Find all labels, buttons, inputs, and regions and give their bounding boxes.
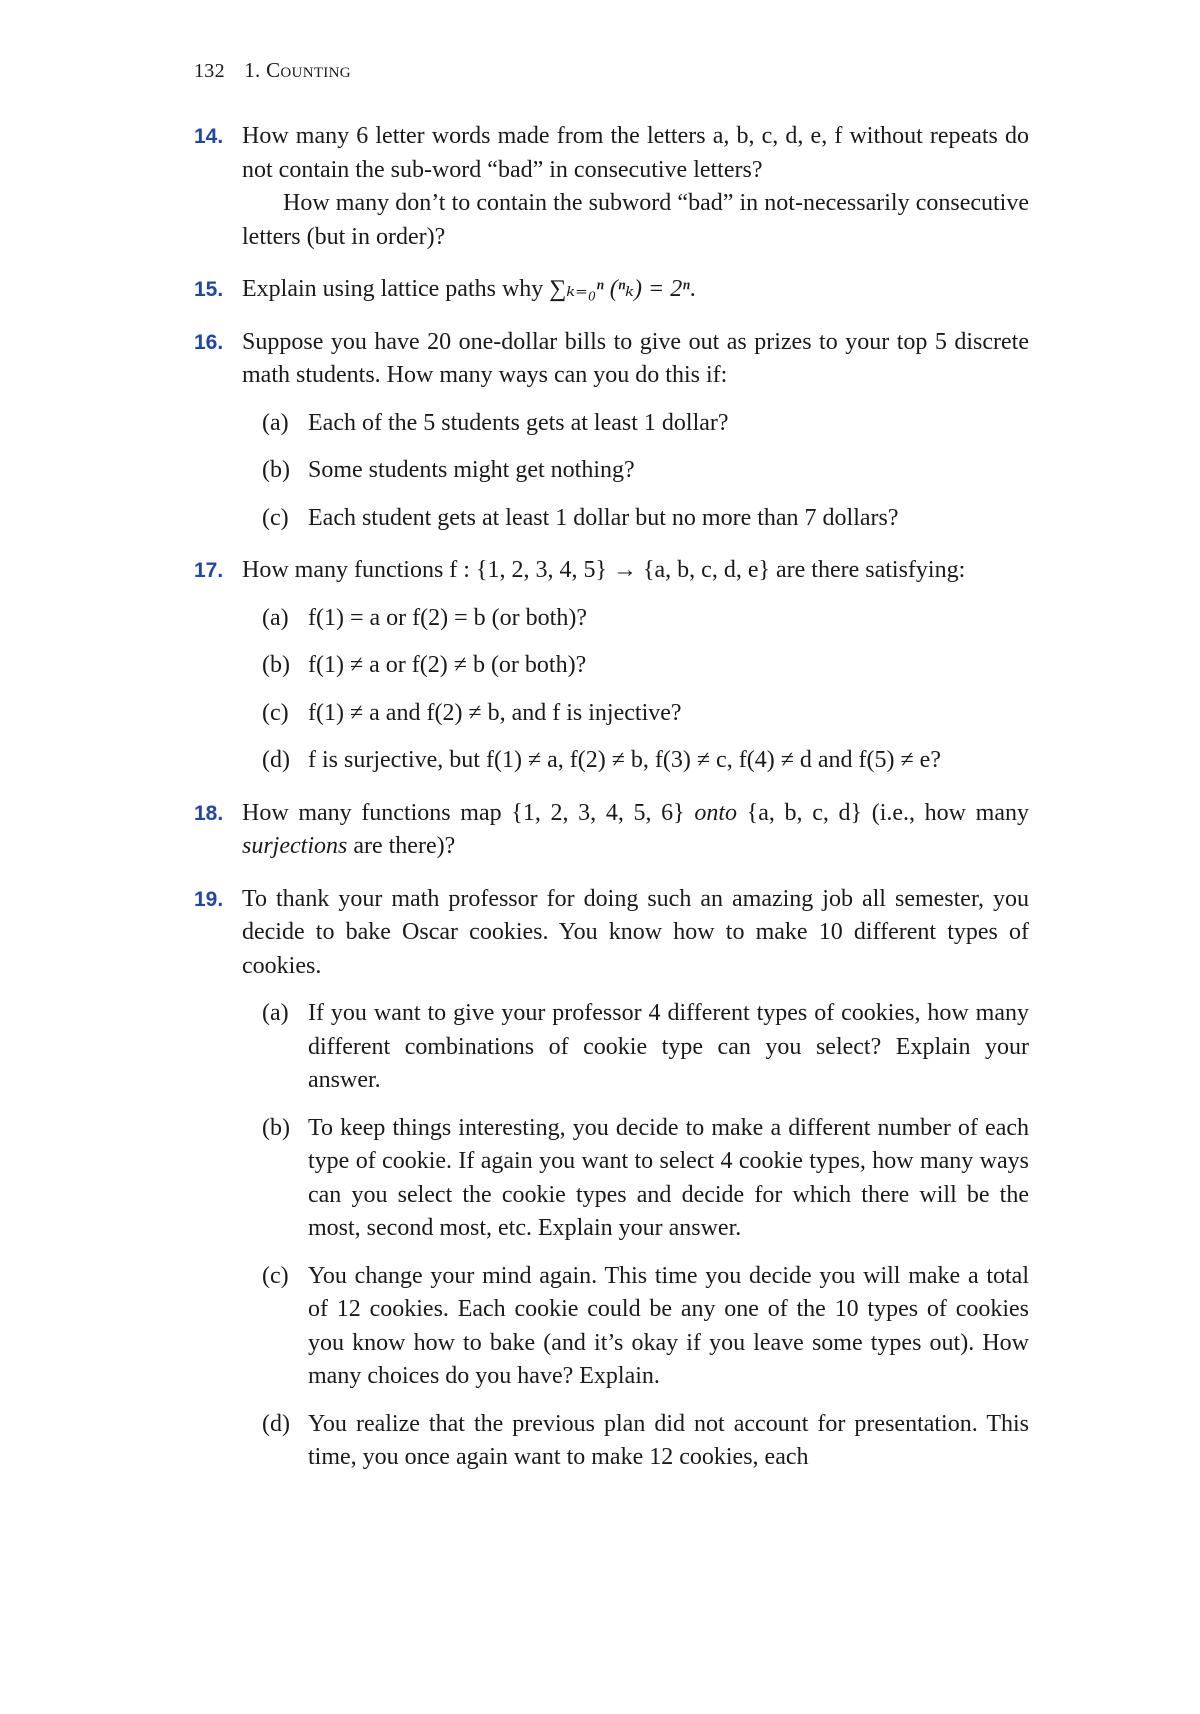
subpart <box>242 1408 1029 1475</box>
subpart <box>242 407 1029 441</box>
problem-number: 14. <box>194 125 224 148</box>
text-span: are there)? <box>347 833 456 859</box>
subparts <box>242 997 1029 1475</box>
subpart-text: You realize that the previous plan did not account for presentation. This time, you once again want to make 12 cookies, each <box>308 1410 1029 1470</box>
subpart-text: Each of the 5 students gets at least 1 dollar? <box>308 409 729 436</box>
subpart-label: (d) <box>262 747 290 773</box>
problem-15 <box>194 273 1029 307</box>
subpart-label: (b) <box>262 457 290 483</box>
subpart-text: You change your mind again. This time you decide you will make a total of 12 cookies. Each cookie could be any one of the 10 types of cookies you know how to bake (and it’s okay if you leave some types out). How many choices do you have? Explain. <box>308 1262 1029 1389</box>
subparts <box>242 407 1029 536</box>
subpart-label: (c) <box>262 1262 289 1289</box>
emphasis-onto: onto <box>694 799 738 826</box>
subpart <box>242 502 1029 536</box>
subpart <box>242 454 1029 488</box>
binomial-sum-formula: ∑ₖ₌₀ⁿ (ⁿₖ) = 2ⁿ <box>549 276 690 302</box>
page-number: 132 <box>194 60 225 82</box>
text-span: . <box>689 276 696 302</box>
subpart <box>242 1260 1029 1394</box>
problem-17 <box>194 554 1029 778</box>
problem-text-continued: How many don’t to contain the subword “bad” in not-necessarily consecutive letters (but in order)? <box>242 190 1029 250</box>
chapter-title: 1. Counting <box>244 58 351 82</box>
problem-text <box>242 797 1029 864</box>
subpart-label: (c) <box>262 504 289 531</box>
text-span: {a, b, c, d} (i.e., how many <box>737 799 1029 826</box>
problem-text: To thank your math professor for doing such an amazing job all semester, you decide to bake Oscar cookies. You know how to make 10 different types of cookies. <box>242 885 1029 979</box>
subpart-text: Each student gets at least 1 dollar but no more than 7 dollars? <box>308 504 899 531</box>
subpart-label: (c) <box>262 699 289 726</box>
problem-number: 16. <box>194 330 224 354</box>
problem-number: 15. <box>194 278 224 301</box>
problem-text: How many functions f : {1, 2, 3, 4, 5} → {a, b, c, d, e} are there satisfying: <box>242 557 966 583</box>
subpart <box>242 649 1029 683</box>
subpart-label: (a) <box>262 1000 289 1026</box>
subpart <box>242 697 1029 731</box>
subpart-text: Some students might get nothing? <box>308 457 635 483</box>
problem-14 <box>194 120 1029 254</box>
subpart-text: f(1) ≠ a and f(2) ≠ b, and f is injective? <box>308 699 682 726</box>
problem-number: 18. <box>194 801 224 825</box>
text-span: How many functions map {1, 2, 3, 4, 5, 6} <box>242 799 695 826</box>
subpart-label: (d) <box>262 1410 290 1437</box>
subpart-text: To keep things interesting, you decide to make a different number of each type of cookie. If again you want to select 4 cookie types, how many ways can you select the cookie types and decide for which there will be the most, second most, etc. Explain your answer. <box>308 1114 1029 1241</box>
subparts <box>242 602 1029 778</box>
problem-text <box>242 273 1029 307</box>
subpart-text: f is surjective, but f(1) ≠ a, f(2) ≠ b, f(3) ≠ c, f(4) ≠ d and f(5) ≠ e? <box>308 747 941 773</box>
subpart <box>242 744 1029 778</box>
subpart-text: f(1) = a or f(2) = b (or both)? <box>308 604 587 631</box>
subpart-text: If you want to give your professor 4 different types of cookies, how many different combinations of cookie type can you select? Explain your answer. <box>308 1000 1029 1093</box>
emphasis-surjections: surjections <box>242 833 348 859</box>
subpart-label: (b) <box>262 1114 290 1141</box>
subpart-text: f(1) ≠ a or f(2) ≠ b (or both)? <box>308 652 587 678</box>
subpart-label: (a) <box>262 604 289 631</box>
text-span: Explain using lattice paths why <box>242 276 550 302</box>
problem-16 <box>194 326 1029 536</box>
running-head <box>194 58 351 83</box>
problem-number: 19. <box>194 887 224 911</box>
subpart <box>242 997 1029 1098</box>
subpart <box>242 1112 1029 1246</box>
problem-number: 17. <box>194 559 224 582</box>
problem-text: How many 6 letter words made from the letters a, b, c, d, e, f without repeats do not contain the sub-word “bad” in consecutive letters? <box>242 123 1029 183</box>
subpart <box>242 602 1029 636</box>
problem-19 <box>194 883 1029 1475</box>
problem-text: Suppose you have 20 one-dollar bills to give out as prizes to your top 5 discrete math students. How many ways can you do this if: <box>242 328 1029 388</box>
subpart-label: (b) <box>262 652 290 678</box>
problem-18 <box>194 797 1029 864</box>
exercise-list <box>194 120 1029 1494</box>
subpart-label: (a) <box>262 409 289 436</box>
